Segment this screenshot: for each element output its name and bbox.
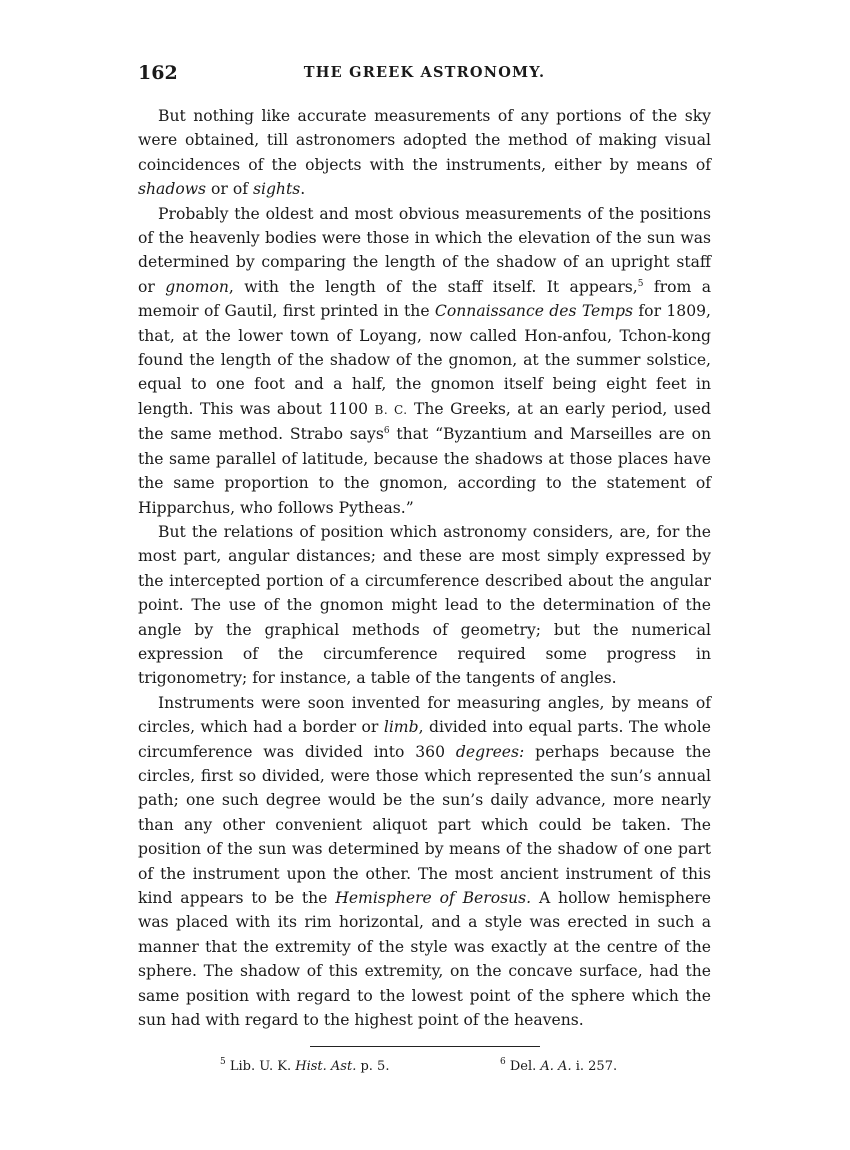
footnote-5-mark: 5 <box>220 1057 226 1068</box>
footnote-5-text: Lib. U. K. <box>225 1059 296 1075</box>
page-number: 162 <box>138 62 178 84</box>
paragraph-2 <box>138 202 711 520</box>
paragraph-2-text: for 1809, that, at the lower town of Loyang, now called Hon-anfou, Tchon-kong found the length of the shadow of the gnomon, at the summer solstice, equal to one foot and a half, the gnomon itself being eight feet in length. This was about 1100 <box>138 302 712 418</box>
footnote-5-italic: Hist. Ast. <box>295 1059 357 1075</box>
footnote-6-text: Del. <box>505 1059 541 1075</box>
italic-connaissance: Connaissance des Temps <box>434 302 634 321</box>
footnote-6 <box>500 1059 617 1074</box>
footnote-6-mark: 6 <box>500 1057 506 1068</box>
paragraph-2-text: Probably the oldest and most obvious measurements of the positions of the heavenly bodies were those in which the elevation of the sun was determined by comparing the length of the shadow of an upright staff or <box>138 204 711 296</box>
paragraph-1-text: But nothing like accurate measurements of any portions of the sky were obtained, till astronomers adopted the method of making visual coincidences of the objects with the instruments, either by means of <box>138 107 711 174</box>
running-title: THE GREEK ASTRONOMY. <box>303 64 546 81</box>
footnote-rule <box>310 1046 540 1047</box>
smallcaps-bc: B. C. <box>374 402 408 417</box>
paragraph-1-text: . <box>300 180 306 199</box>
paragraph-3-text: But the relations of position which astronomy considers, are, for the most part, angular distances; and these are most simply expressed by the intercepted portion of a circumference described about the angular point. The use of the gnomon might lead to the determination of the angle by the graphical methods of geometry; but the numerical expression of the circumference required some progress in trigonometry; for instance, a table of the tangents of angles. <box>138 522 711 688</box>
footnotes <box>138 1059 711 1081</box>
running-head <box>138 62 711 92</box>
footnote-5 <box>220 1059 389 1074</box>
paragraph-1-text: or of <box>206 180 253 199</box>
paragraph-2-text: , with the length of the staff itself. It appears, <box>228 277 638 296</box>
footnote-ref-5[interactable]: 5 <box>637 278 644 289</box>
paragraph-2-text: that “Byzantium and Marseilles are on the same parallel of latitude, because the shadows at those places have the same proportion to the gnomon, according to the statement of Hipparchus, who follows Pytheas.” <box>138 425 712 517</box>
italic-hemisphere: Hemisphere of Berosus. <box>335 889 532 907</box>
paragraph-3 <box>138 520 711 691</box>
paragraph-4-text: , divided into equal parts. The whole circumference was divided into 360 <box>138 718 711 761</box>
body-text <box>138 104 711 1032</box>
paragraph-4 <box>138 691 711 1033</box>
paragraph-2-text: The Greeks, at an early period, used the same method. Strabo says <box>138 399 712 444</box>
italic-limb: limb <box>383 718 419 737</box>
italic-sights: sights <box>252 180 301 199</box>
book-page <box>138 62 711 1081</box>
paragraph-2-text: from a memoir of Gautil, first printed in the <box>138 277 711 321</box>
footnote-ref-6[interactable]: 6 <box>383 426 390 437</box>
paragraph-4-text: Instruments were soon invented for measuring angles, by means of circles, which had a border or <box>138 693 711 737</box>
footnote-6-text: i. 257. <box>571 1059 618 1075</box>
footnote-5-text: p. 5. <box>356 1059 390 1075</box>
paragraph-4-text: A hollow hemisphere was placed with its rim horizontal, and a style was erected in such a manner that the extremity of the style was exactly at the centre of the sphere. The shadow of this extremity, on the concave surface, had the same position with regard to the lowest point of the sphere which the sun had with regard to the highest point of the heavens. <box>138 889 711 1030</box>
italic-degrees: degrees: <box>455 742 525 761</box>
italic-shadows: shadows <box>138 180 207 199</box>
paragraph-4-text: perhaps because the circles, first so divided, were those which represented the sun’s annual path; one such degree would be the sun’s daily advance, more nearly than any other convenient aliquot part which could be taken. The position of the sun was determined by means of the shadow of one part of the instrument upon the other. The most ancient instrument of this kind appears to be the <box>138 742 711 907</box>
paragraph-1 <box>138 104 711 202</box>
italic-gnomon: gnomon <box>165 277 229 296</box>
footnote-6-italic: A. A. <box>540 1059 572 1075</box>
